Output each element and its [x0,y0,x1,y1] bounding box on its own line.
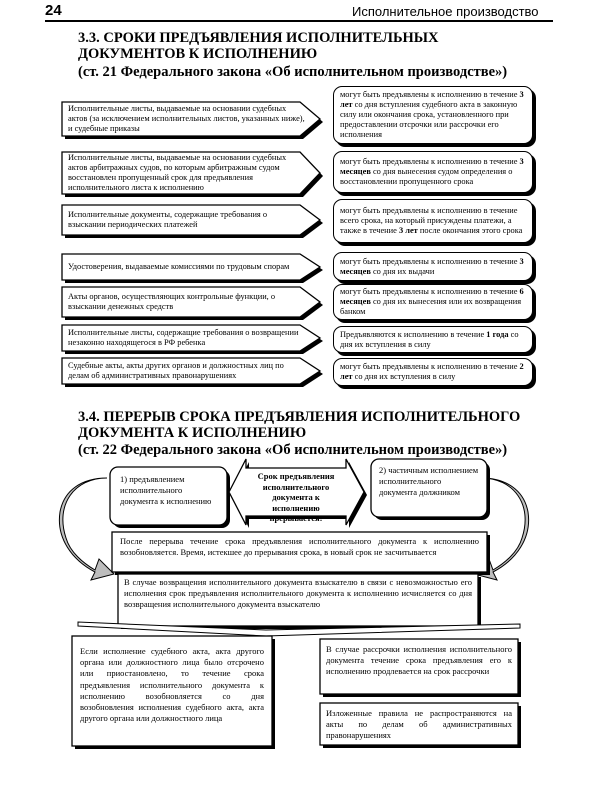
row-7-left: Судебные акты, акты других органов и должностных лиц по делам об административных правонарушениях [68,361,284,380]
section-3-3-subtitle: (ст. 21 Федерального закона «Об исполнительном производстве») [78,64,508,80]
return-case-text: В случае возвращения исполнительного документа взыскателю в связи с невозможностью его исполнения срок предъявления исполнительного документа к исполнению исчисляется со дня возвращения исполнительного документа взыскателю [124,577,472,609]
suspension-case-text: Если исполнение судебного акта, акта другого органа или должностного лица было отсрочено или приостановлено, то течение срока предъявления исполнительного документа к исполнению возобновляется со дня возобновления исполнения судебного акта, акта другого органа или должностного лица [80,646,264,724]
page-number: 24 [45,2,62,19]
section-3-4-subtitle: (ст. 22 Федерального закона «Об исполнительном производстве») [78,442,508,458]
row-3-left: Исполнительные документы, содержащие требования о взыскании периодических платежей [68,210,268,229]
row-7-right: могут быть предъявлены к исполнению в течение 2 лет со дня их вступления в силу [333,358,533,386]
row-5-right: могут быть предъявлены к исполнению в течение 6 месяцев со дня их вынесения или их возвращения банком [333,284,533,320]
row-4-left: Удостоверения, выдаваемые комиссиями по трудовым спорам [68,262,290,271]
row-4-right: могут быть предъявлены к исполнению в течение 3 месяцев со дня их выдачи [333,252,533,281]
interrupt-cause-1: 1) предъявлением исполнительного документа к исполнению [120,474,212,506]
interrupt-center-label: Срок предъявления исполнительного документа к исполнению прерывается: [257,471,335,523]
row-1-right: могут быть предъявлены к исполнению в течение 3 лет со дня вступления судебного акта в законную силу или окончания срока, установленного при предоставлении отсрочки или рассрочки его исполнения [333,86,533,144]
admin-note-text: Изложенные правила не распространяются на акты по делам об административных правонарушениях [326,708,512,740]
row-2-left: Исполнительные листы, выдаваемые на основании судебных актов арбитражных судов, по которым арбитражным судом восстановлен пропущенный срок для предъявления исполнительного листа к исполнению [68,153,287,192]
row-3-right: могут быть предъявлены к исполнению в течение всего срока, на который присуждены платежи, а также в течение 3 лет после окончания этого срока [333,199,533,243]
interrupt-cause-2: 2) частичным исполнением исполнительного документа должником [379,465,479,497]
row-6-right: Предъявляются к исполнению в течение 1 года со дня их вступления в силу [333,326,533,353]
row-5-left: Акты органов, осуществляющих контрольные функции, о взыскании денежных средств [68,292,276,311]
row-1-left: Исполнительные листы, выдаваемые на основании судебных актов (за исключением исполнительных листов, указанных ниже), и судебные приказы [68,104,305,133]
row-2-right: могут быть предъявлены к исполнению в течение 3 месяцев со дня вынесения судом определения о восстановлении пропущенного срока [333,151,533,193]
section-3-4-title: 3.4. ПЕРЕРЫВ СРОКА ПРЕДЪЯВЛЕНИЯ ИСПОЛНИТЕЛЬНОГО ДОКУМЕНТА К ИСПОЛНЕНИЮ [78,409,521,441]
row-6-left: Исполнительные листы, содержащие требования о возвращении незаконно находящегося в РФ ребенка [68,328,299,347]
section-3-3-title: 3.3. СРОКИ ПРЕДЪЯВЛЕНИЯ ИСПОЛНИТЕЛЬНЫХ ДОКУМЕНТОВ К ИСПОЛНЕНИЮ [78,30,439,62]
installment-case-text: В случае рассрочки исполнения исполнительного документа течение срока предъявления его к исполнению продлевается на срок рассрочки [326,644,512,676]
running-title: Исполнительное производство [352,4,539,19]
after-break-text: После перерыва течение срока предъявления исполнительного документа к исполнению возобновляется. Время, истекшее до прерывания срока, в новый срок не засчитывается [120,536,479,557]
